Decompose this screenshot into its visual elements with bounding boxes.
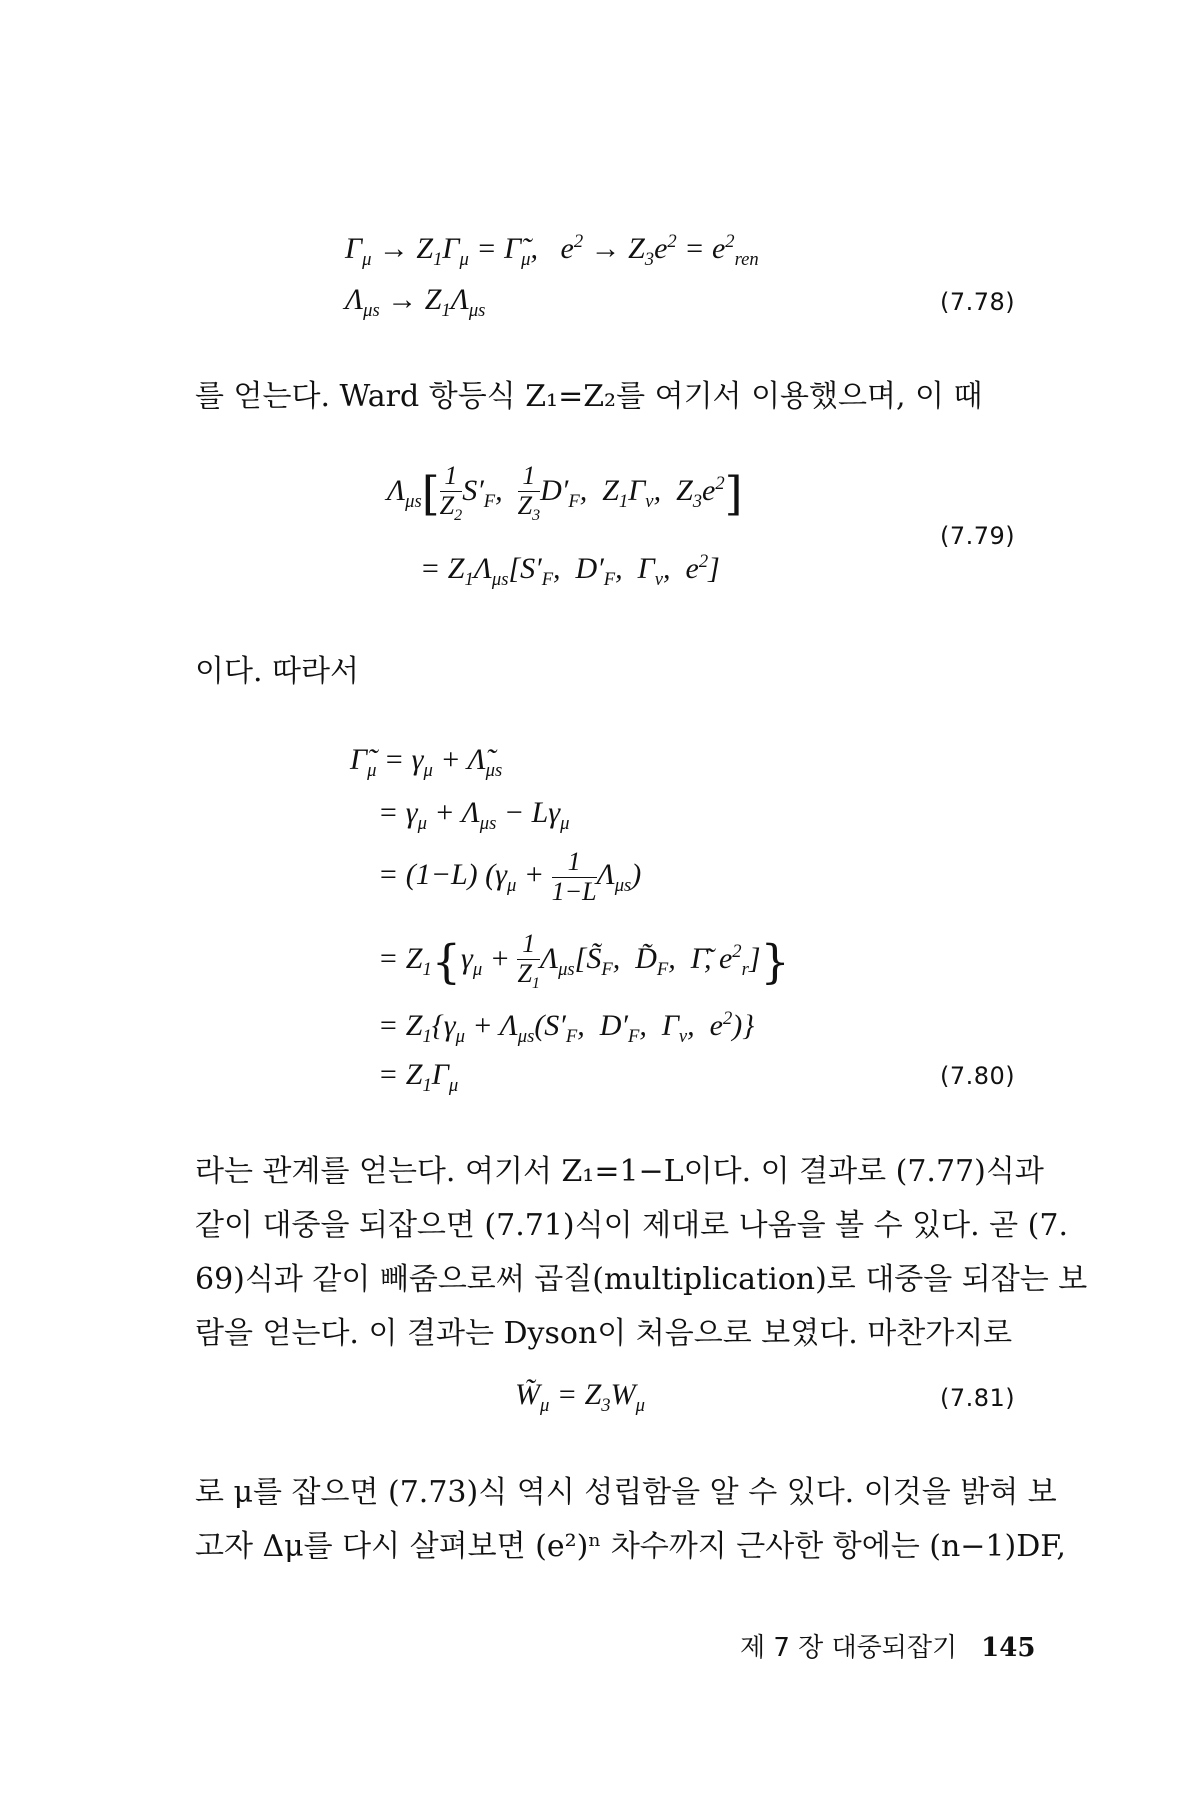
eq-7-79-number: (7.79) xyxy=(940,522,1016,550)
eq-7-80-line4: = $Z_1\{\gamma_\mu$ + $\frac{1}{Z_1}$ $\Lambda_{\mu s}[S̃_F$, $D̃_F$, Γ̃, $e^2_r$]} xyxy=(378,929,790,992)
eq-7-79-line1: $\Lambda_{\mu s}$[ $\frac{1}{Z_2}$ $S'_F$, $\frac{1}{Z_3}$ $D'_F$, $Z_1\Gamma_\nu$, $Z_3e^2$] xyxy=(387,461,743,524)
eq-7-80-line6: = $Z_1\Gamma_\mu$ xyxy=(378,1058,459,1096)
eq-7-81-line1: $W̃_\mu = Z_3W_\mu$ xyxy=(515,1378,645,1416)
chapter-title: 제 7 장 대중되잡기 xyxy=(740,1633,958,1663)
paragraph-3-line-3: 69)식과 같이 빼줌으로써 곱질(multiplication)로 대중을 되잡는 보 xyxy=(195,1262,1088,1297)
page-number: 145 xyxy=(981,1633,1036,1663)
paragraph-2: 이다. 따라서 xyxy=(195,654,359,689)
eq-7-78-number: (7.78) xyxy=(940,288,1016,316)
eq-7-79-line2: = $Z_1\Lambda_{\mu s}[S'_F$, $D'_F$, $\Gamma_\nu$, $e^2$] xyxy=(420,551,720,590)
paragraph-3 xyxy=(195,1145,1088,1361)
eq-7-80-line1: $\Gammã_\mu = \gamma_\mu$ + $\Lambdã_{\mu s}$ xyxy=(350,743,503,781)
eq-7-78-line1: $\Gamma_\mu \to Z_1\Gamma_\mu$ = $\Gammã_\mu$, $e^2 \to Z_3e^2 = e^2_{ren}$ xyxy=(345,231,759,270)
eq-7-80-number: (7.80) xyxy=(940,1062,1016,1090)
paragraph-3-line-1: 라는 관계를 얻는다. 여기서 Z₁=1−L이다. 이 결과로 (7.77)식과 xyxy=(195,1154,1044,1189)
eq-7-80-line2: = $\gamma_\mu + \Lambda_{\mu s} - L\gamma_\mu$ xyxy=(378,796,570,834)
eq-7-80-line3: = (1−L) ($\gamma_\mu$ + $\frac{1}{1-L}$ $\Lambda_{\mu s}$) xyxy=(378,847,642,906)
paragraph-4 xyxy=(195,1466,1066,1574)
eq-7-81-number: (7.81) xyxy=(940,1384,1016,1412)
paragraph-4-line-2: 고자 Δμ를 다시 살펴보면 (e²)ⁿ 차수까지 근사한 항에는 (n−1)DF, xyxy=(195,1529,1066,1564)
eq-7-80-line5: = $Z_1\{\gamma_\mu + \Lambda_{\mu s}(S'_F$, $D'_F$, $\Gamma_\nu$, $e^2$)} xyxy=(378,1008,755,1047)
paragraph-3-line-4: 람을 얻는다. 이 결과는 Dyson이 처음으로 보였다. 마찬가지로 xyxy=(195,1316,1013,1351)
eq-7-78-line2: $\Lambda_{\mu s} \to Z_1\Lambda_{\mu s}$ xyxy=(345,283,486,321)
page-footer xyxy=(740,1627,1035,1664)
paragraph-4-line-1: 로 μ를 잡으면 (7.73)식 역시 성립함을 알 수 있다. 이것을 밝혀 보 xyxy=(195,1475,1057,1510)
paragraph-3-line-2: 같이 대중을 되잡으면 (7.71)식이 제대로 나옴을 볼 수 있다. 곧 (7. xyxy=(195,1208,1068,1243)
paragraph-1: 를 얻는다. Ward 항등식 Z₁=Z₂를 여기서 이용했으며, 이 때 xyxy=(195,379,983,414)
